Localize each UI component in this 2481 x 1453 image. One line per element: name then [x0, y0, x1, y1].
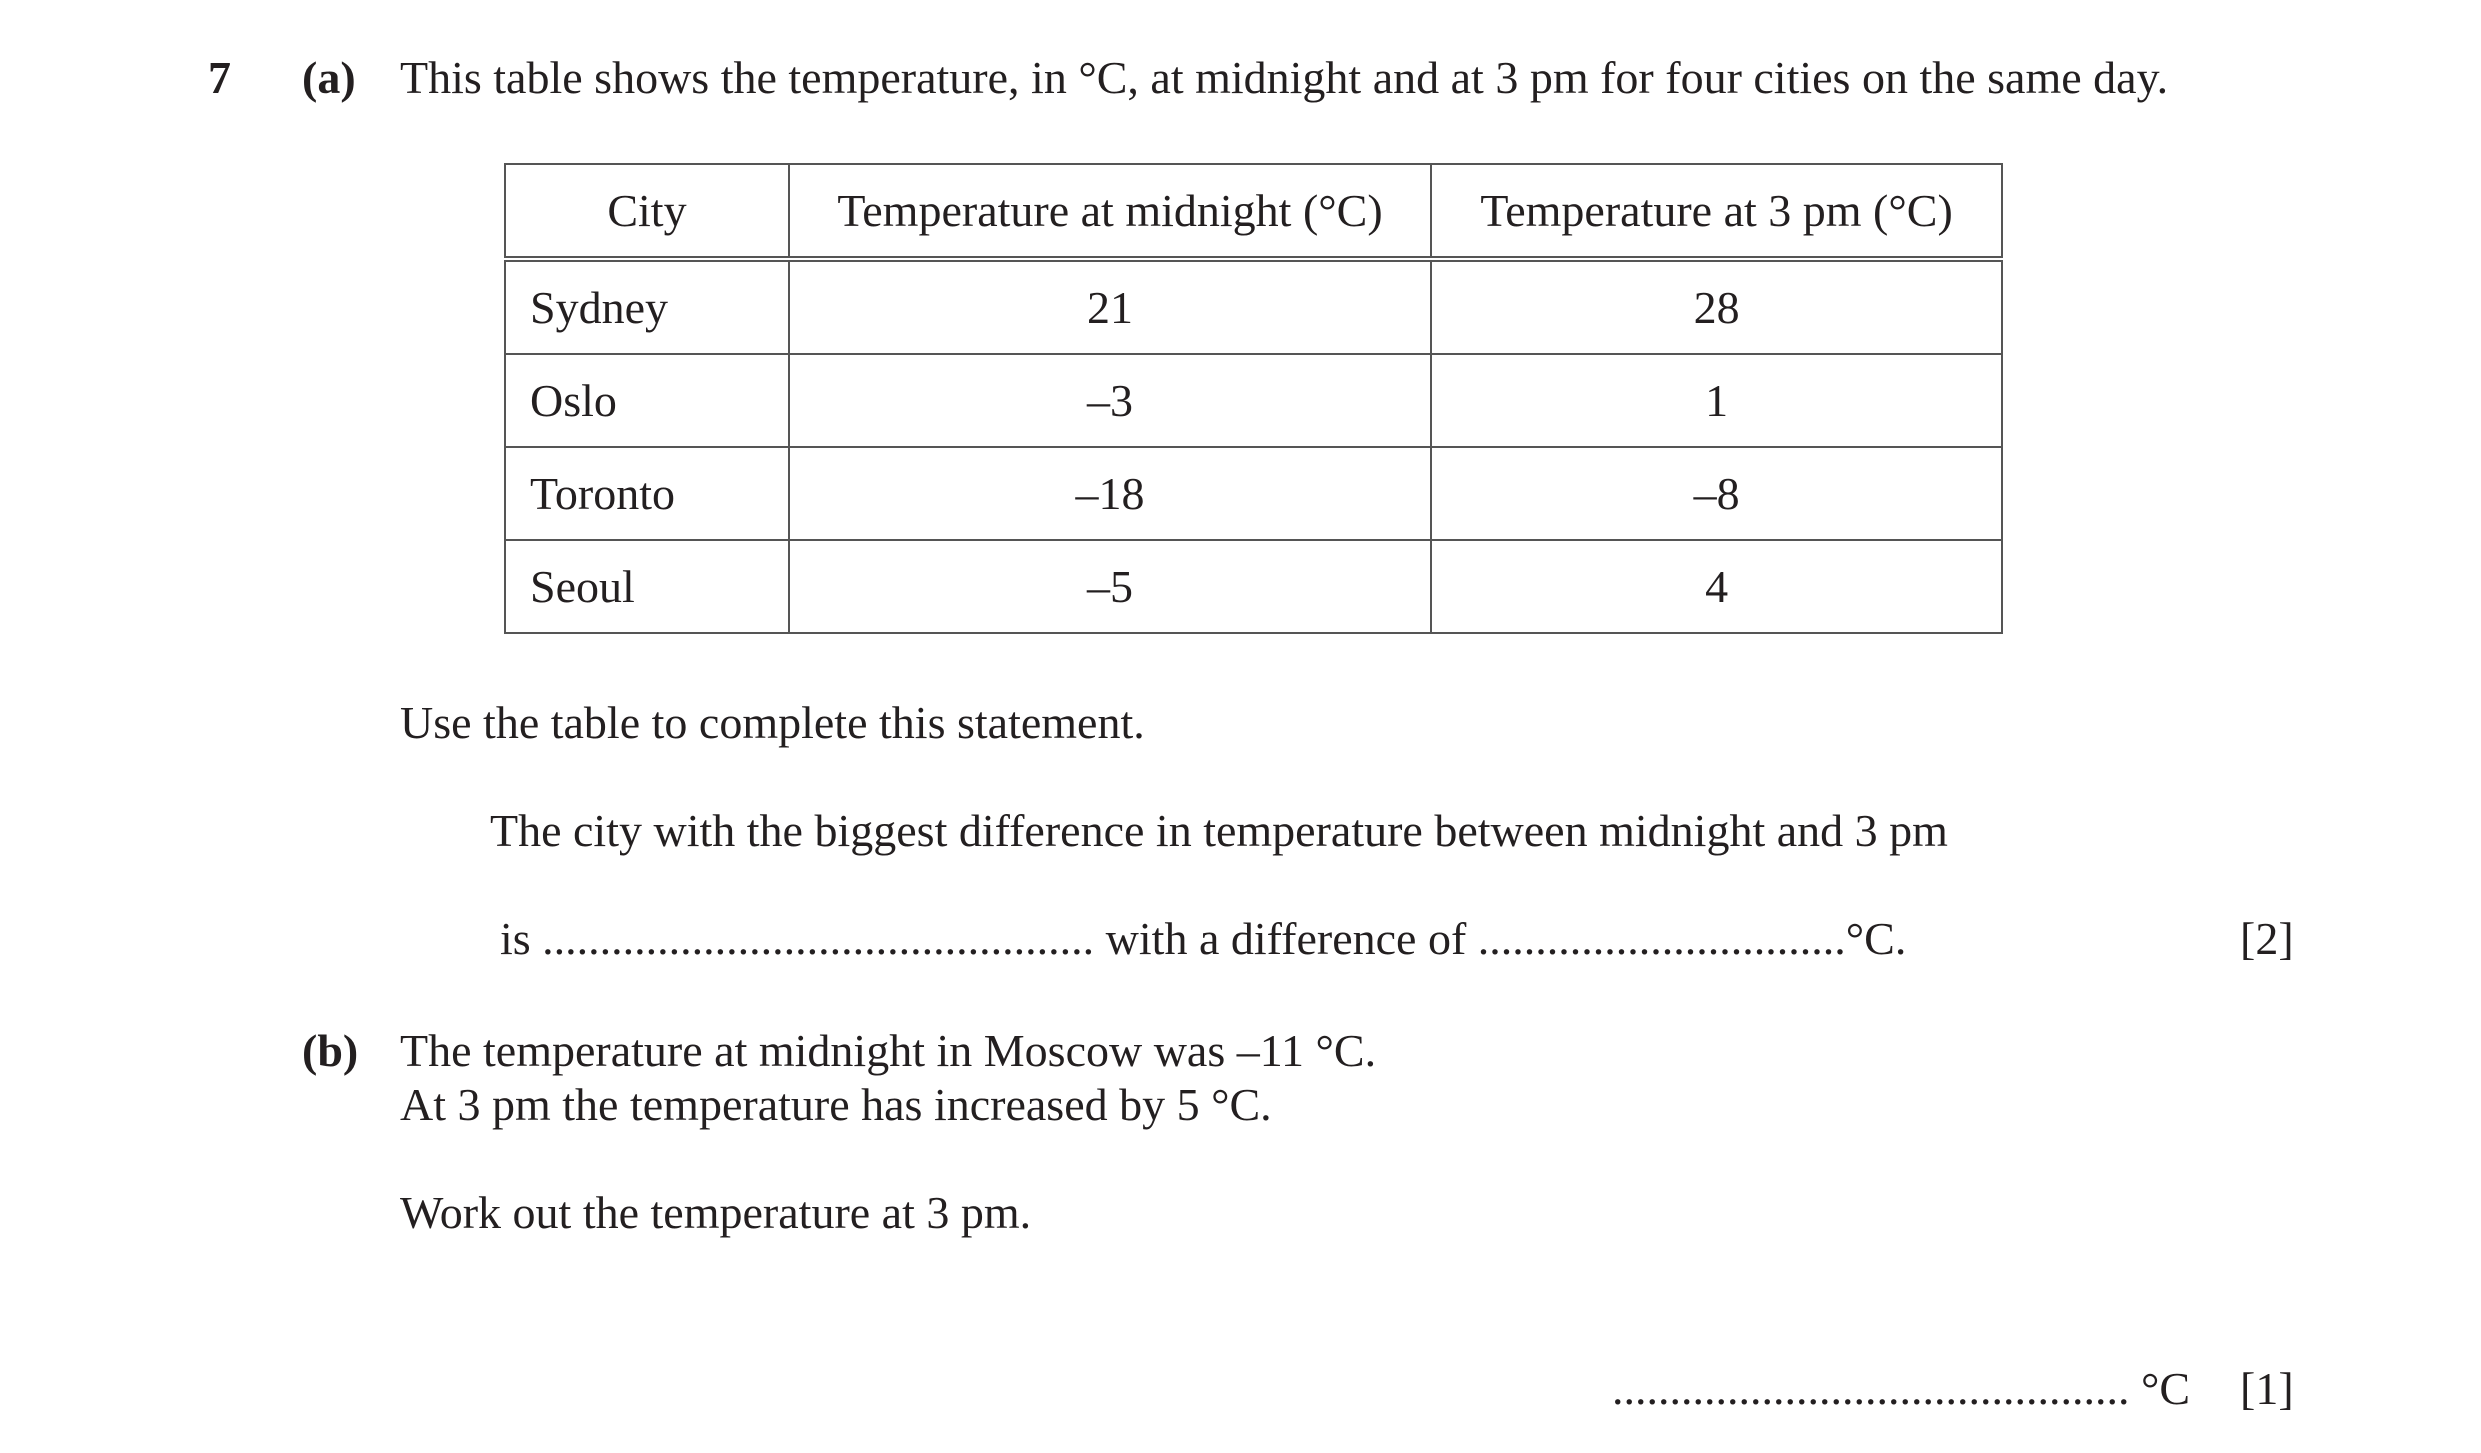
- part-a-instruction: Use the table to complete this statement.: [400, 697, 1145, 748]
- part-b-label: (b): [302, 1025, 359, 1076]
- part-a-label: (a): [302, 52, 356, 103]
- midnight-cell: –3: [789, 354, 1431, 447]
- 3pm-cell: 28: [1431, 259, 2002, 354]
- 3pm-cell: –8: [1431, 447, 2002, 540]
- table-row: [505, 540, 2002, 633]
- header-city: City: [505, 164, 789, 259]
- temperature-table: [504, 163, 2003, 634]
- midnight-cell: 21: [789, 259, 1431, 354]
- table-row: [505, 259, 2002, 354]
- city-cell: Seoul: [505, 540, 789, 633]
- header-midnight: Temperature at midnight (°C): [789, 164, 1431, 259]
- part-b-line-2: At 3 pm the temperature has increased by 5 °C.: [400, 1079, 1272, 1130]
- statement-answer-line[interactable]: is ................................................ with a difference of ................................°C.: [500, 913, 1907, 964]
- part-b-answer-line[interactable]: ............................................. °C: [1612, 1363, 2191, 1414]
- 3pm-cell: 1: [1431, 354, 2002, 447]
- city-cell: Oslo: [505, 354, 789, 447]
- table-row: [505, 354, 2002, 447]
- statement-line-1: The city with the biggest difference in temperature between midnight and 3 pm: [490, 805, 1948, 856]
- part-b-task: Work out the temperature at 3 pm.: [400, 1187, 1032, 1238]
- city-cell: Sydney: [505, 259, 789, 354]
- city-cell: Toronto: [505, 447, 789, 540]
- part-b-marks: [1]: [2240, 1363, 2294, 1414]
- question-number: 7: [208, 52, 231, 103]
- table-row: [505, 447, 2002, 540]
- part-a-intro: This table shows the temperature, in °C, at midnight and at 3 pm for four cities on the same day.: [400, 52, 2169, 103]
- 3pm-cell: 4: [1431, 540, 2002, 633]
- midnight-cell: –18: [789, 447, 1431, 540]
- midnight-cell: –5: [789, 540, 1431, 633]
- part-a-marks: [2]: [2240, 913, 2294, 964]
- table-header-row: [505, 164, 2002, 259]
- header-3pm: Temperature at 3 pm (°C): [1431, 164, 2002, 259]
- part-b-line-1: The temperature at midnight in Moscow was –11 °C.: [400, 1025, 1377, 1076]
